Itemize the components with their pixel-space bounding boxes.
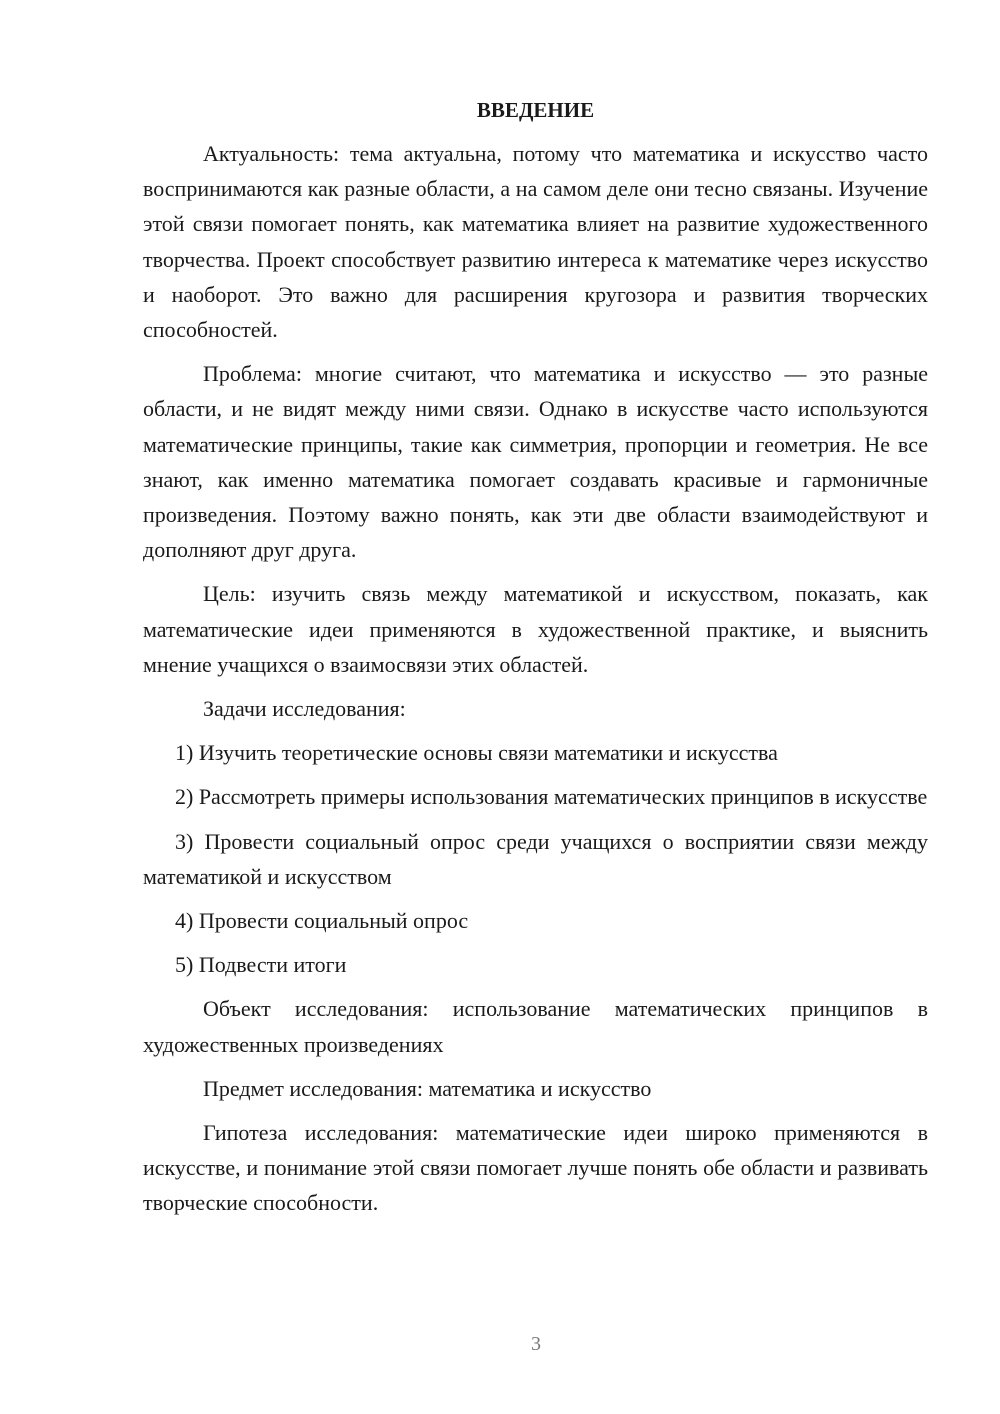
paragraph-subject: Предмет исследования: математика и искусство <box>203 1075 652 1101</box>
paragraph-hypothesis: Гипотеза исследования: математические идеи широко применяются в искусстве, и понимание этой связи помогает лучше понять обе области и развивать творческие способности. <box>143 1120 928 1216</box>
paragraph-tasks-heading: Задачи исследования: <box>203 696 406 722</box>
task-item-1: 1) Изучить теоретические основы связи математики и искусства <box>175 740 778 766</box>
page-number: 3 <box>531 1333 541 1355</box>
task-item-3: 3) Провести социальный опрос среди учащихся о восприятии связи между математикой и искусством <box>143 828 928 889</box>
section-title: ВВЕДЕНИЕ <box>476 98 595 122</box>
paragraph-problem: Проблема: многие считают, что математика и искусство — это разные области, и не видят между ними связи. Однако в искусстве часто используются математические принципы, такие как симметрия, пропорции и геометрия. Не все знают, как именно математика помогает создавать красивые и гармоничные произведения. Поэтому важно понять, как эти две области взаимодействуют и дополняют друг друга. <box>143 361 928 563</box>
paragraph-object: Объект исследования: использование математических принципов в художественных произведениях <box>143 996 928 1057</box>
task-item-4: 4) Провести социальный опрос <box>175 908 469 934</box>
task-item-5: 5) Подвести итоги <box>175 952 347 978</box>
paragraph-relevance: Актуальность: тема актуальна, потому что математика и искусство часто воспринимаются как разные области, а на самом деле они тесно связаны. Изучение этой связи помогает понять, как математика влияет на развитие художественного творчества. Проект способствует развитию интереса к математике через искусство и наоборот. Это важно для расширения кругозора и развития творческих способностей. <box>143 141 928 343</box>
task-item-2: 2) Рассмотреть примеры использования математических принципов в искусстве <box>175 784 928 810</box>
page-content <box>143 93 928 1230</box>
paragraph-goal: Цель: изучить связь между математикой и искусством, показать, как математические идеи применяются в художественной практике, и выяснить мнение учащихся о взаимосвязи этих областей. <box>143 581 928 677</box>
